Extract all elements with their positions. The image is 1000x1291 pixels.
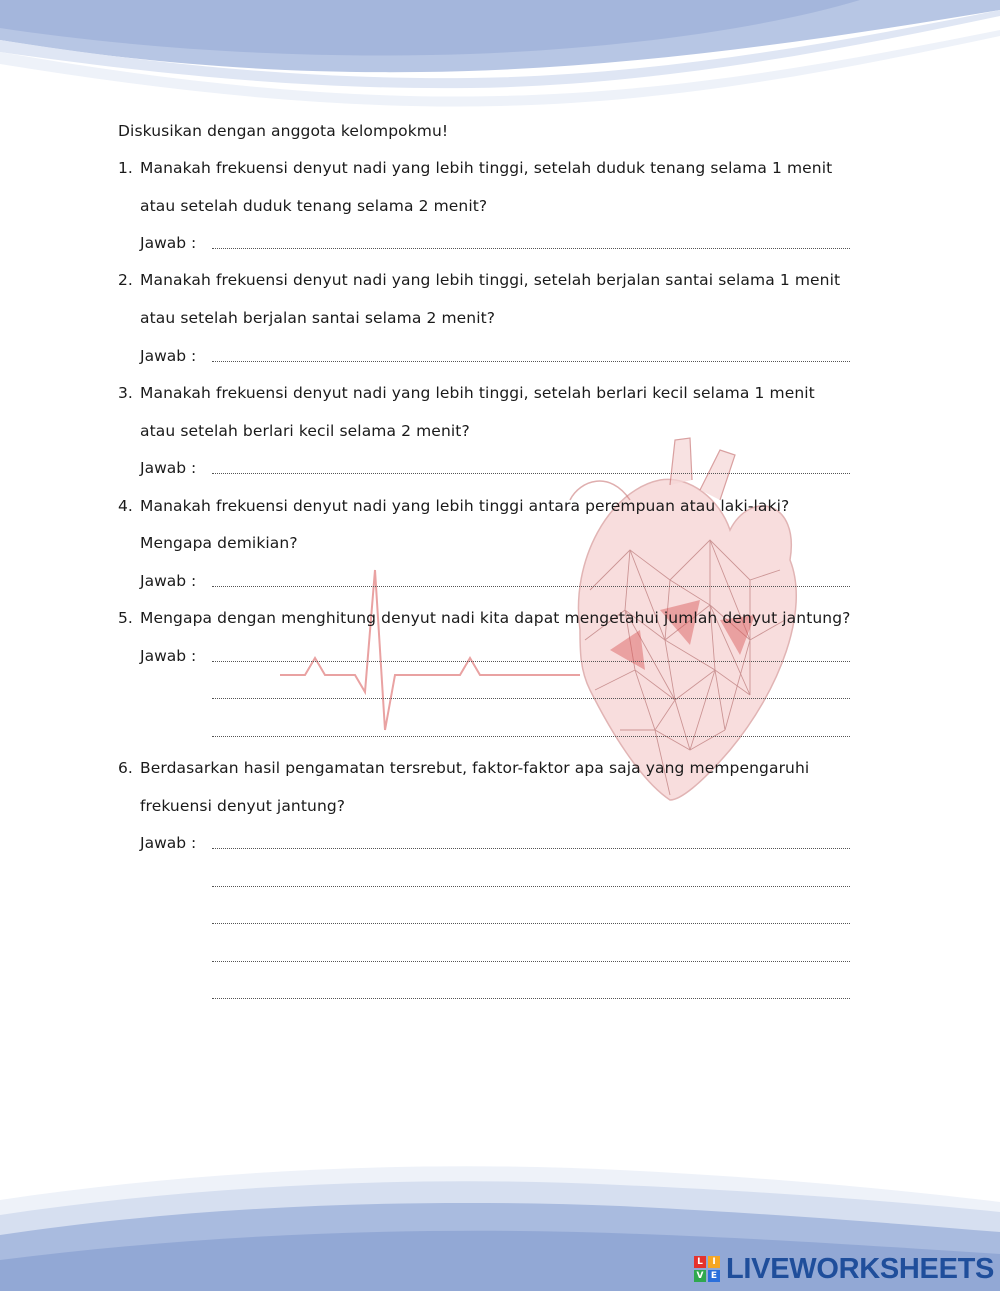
logo-letter-e: E [708,1270,720,1282]
logo-letter-i: I [708,1256,720,1268]
question-5-answer-label: Jawab : [140,647,197,665]
question-2-answer-label: Jawab : [140,347,197,365]
question-3-number: 3. [118,384,133,402]
logo-letter-v: V [694,1270,706,1282]
question-3-text-line-1: Manakah frekuensi denyut nadi yang lebih tinggi, setelah berlari kecil selama 1 menit [140,384,815,402]
question-1-text-line-2: atau setelah duduk tenang selama 2 menit? [140,197,488,215]
question-3-answer-label: Jawab : [140,459,197,477]
question-6-answer-line-4[interactable] [212,961,850,962]
question-2-text-line-2: atau setelah berjalan santai selama 2 menit? [140,309,496,327]
intro-text: Diskusikan dengan anggota kelompokmu! [118,122,449,140]
question-4-number: 4. [118,497,133,515]
question-5-answer-line-2[interactable] [212,698,850,699]
question-6-text-line-1: Berdasarkan hasil pengamatan tersrebut, faktor-faktor apa saja yang mempengaruhi [140,759,810,777]
question-3-text-line-2: atau setelah berlari kecil selama 2 menit? [140,422,470,440]
question-6-answer-line-1[interactable] [212,848,850,849]
question-5-text-line-1: Mengapa dengan menghitung denyut nadi kita dapat mengetahui jumlah denyut jantung? [140,609,851,627]
liveworksheets-brand [694,1252,994,1286]
question-6-answer-line-2[interactable] [212,886,850,887]
question-4-text-line-1: Manakah frekuensi denyut nadi yang lebih tinggi antara perempuan atau laki-laki? [140,497,790,515]
question-1-number: 1. [118,159,133,177]
question-6-answer-line-5[interactable] [212,998,850,999]
question-3-answer-line[interactable] [212,473,850,474]
logo-letter-l: L [694,1256,706,1268]
question-6-number: 6. [118,759,133,777]
question-2-number: 2. [118,271,133,289]
question-2-text-line-1: Manakah frekuensi denyut nadi yang lebih tinggi, setelah berjalan santai selama 1 menit [140,271,841,289]
question-1-answer-label: Jawab : [140,234,197,252]
question-4-answer-label: Jawab : [140,572,197,590]
question-5-number: 5. [118,609,133,627]
question-4-text-line-2: Mengapa demikian? [140,534,298,552]
liveworksheets-logo [694,1256,720,1282]
question-1-answer-line[interactable] [212,248,850,249]
question-6-answer-label: Jawab : [140,834,197,852]
question-1-text-line-1: Manakah frekuensi denyut nadi yang lebih tinggi, setelah duduk tenang selama 1 menit [140,159,833,177]
question-4-answer-line[interactable] [212,586,850,587]
brand-name: LIVEWORKSHEETS [726,1252,995,1285]
question-6-answer-line-3[interactable] [212,923,850,924]
question-5-answer-line-1[interactable] [212,661,850,662]
question-6-text-line-2: frekuensi denyut jantung? [140,797,346,815]
question-5-answer-line-3[interactable] [212,736,850,737]
question-2-answer-line[interactable] [212,361,850,362]
